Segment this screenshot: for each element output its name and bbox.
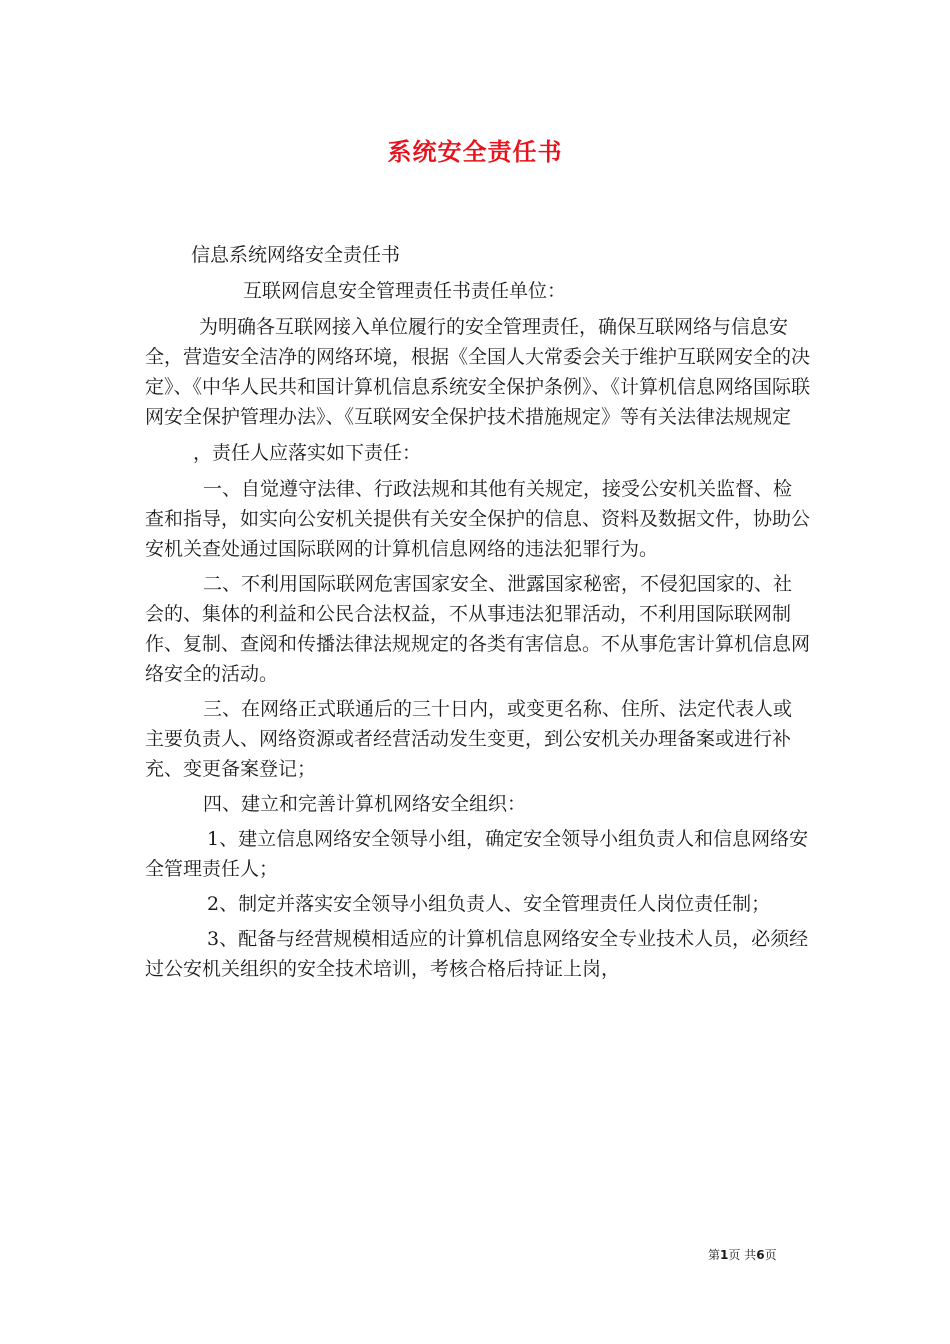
paragraph-intro: 为明确各互联网接入单位履行的安全管理责任，确保互联网络与信息安全，营造安全洁净的网络环境，根据《全国人大常委会关于维护互联网安全的决定》、《中华人民共和国计算机信息系统安全保护条例》、《计算机信息网络国际联网安全保护管理办法》、《互联网安全保护技术措施规定》等有关法律法规规定: [145, 316, 811, 428]
document-body: [145, 240, 810, 984]
document-title: 系统安全责任书: [387, 138, 563, 166]
paragraph-subtitle: 信息系统网络安全责任书: [191, 244, 401, 266]
footer-prefix: 第: [708, 1248, 721, 1262]
paragraph-item-2: 二、不利用国际联网危害国家安全、泄露国家秘密，不侵犯国家的、社会的、集体的利益和公民合法权益，不从事违法犯罪活动，不利用国际联网制作、复制、查阅和传播法律法规规定的各类有害信息。不从事危害计算机信息网络安全的活动。: [145, 573, 811, 685]
footer-total-pages: 6: [756, 1248, 765, 1262]
paragraph-unit: 互联网信息安全管理责任书责任单位：: [243, 280, 567, 302]
paragraph-subitem-1: 1、建立信息网络安全领导小组，确定安全领导小组负责人和信息网络安全管理责任人；: [145, 828, 809, 880]
paragraph-item-4: 四、建立和完善计算机网络安全组织：: [203, 793, 527, 815]
footer-suffix: 页: [764, 1248, 777, 1262]
paragraph-responsibility-lead: ，责任人应落实如下责任：: [193, 442, 422, 464]
footer-page-number: 1: [720, 1248, 729, 1262]
paragraph-subitem-3: 3、配备与经营规模相适应的计算机信息网络安全专业技术人员，必须经过公安机关组织的安全技术培训，考核合格后持证上岗，: [145, 928, 809, 980]
paragraph-subitem-2: 2、制定并落实安全领导小组负责人、安全管理责任人岗位责任制；: [207, 893, 771, 915]
paragraph-item-1: 一、自觉遵守法律、行政法规和其他有关规定，接受公安机关监督、检查和指导，如实向公安机关提供有关安全保护的信息、资料及数据文件，协助公安机关查处通过国际联网的计算机信息网络的违法犯罪行为。: [145, 478, 811, 560]
paragraph-item-3: 三、在网络正式联通后的三十日内，或变更名称、住所、法定代表人或主要负责人、网络资源或者经营活动发生变更，到公安机关办理备案或进行补充、变更备案登记；: [145, 698, 793, 780]
footer-middle: 页 共: [728, 1248, 757, 1262]
page-footer: [708, 1246, 777, 1263]
